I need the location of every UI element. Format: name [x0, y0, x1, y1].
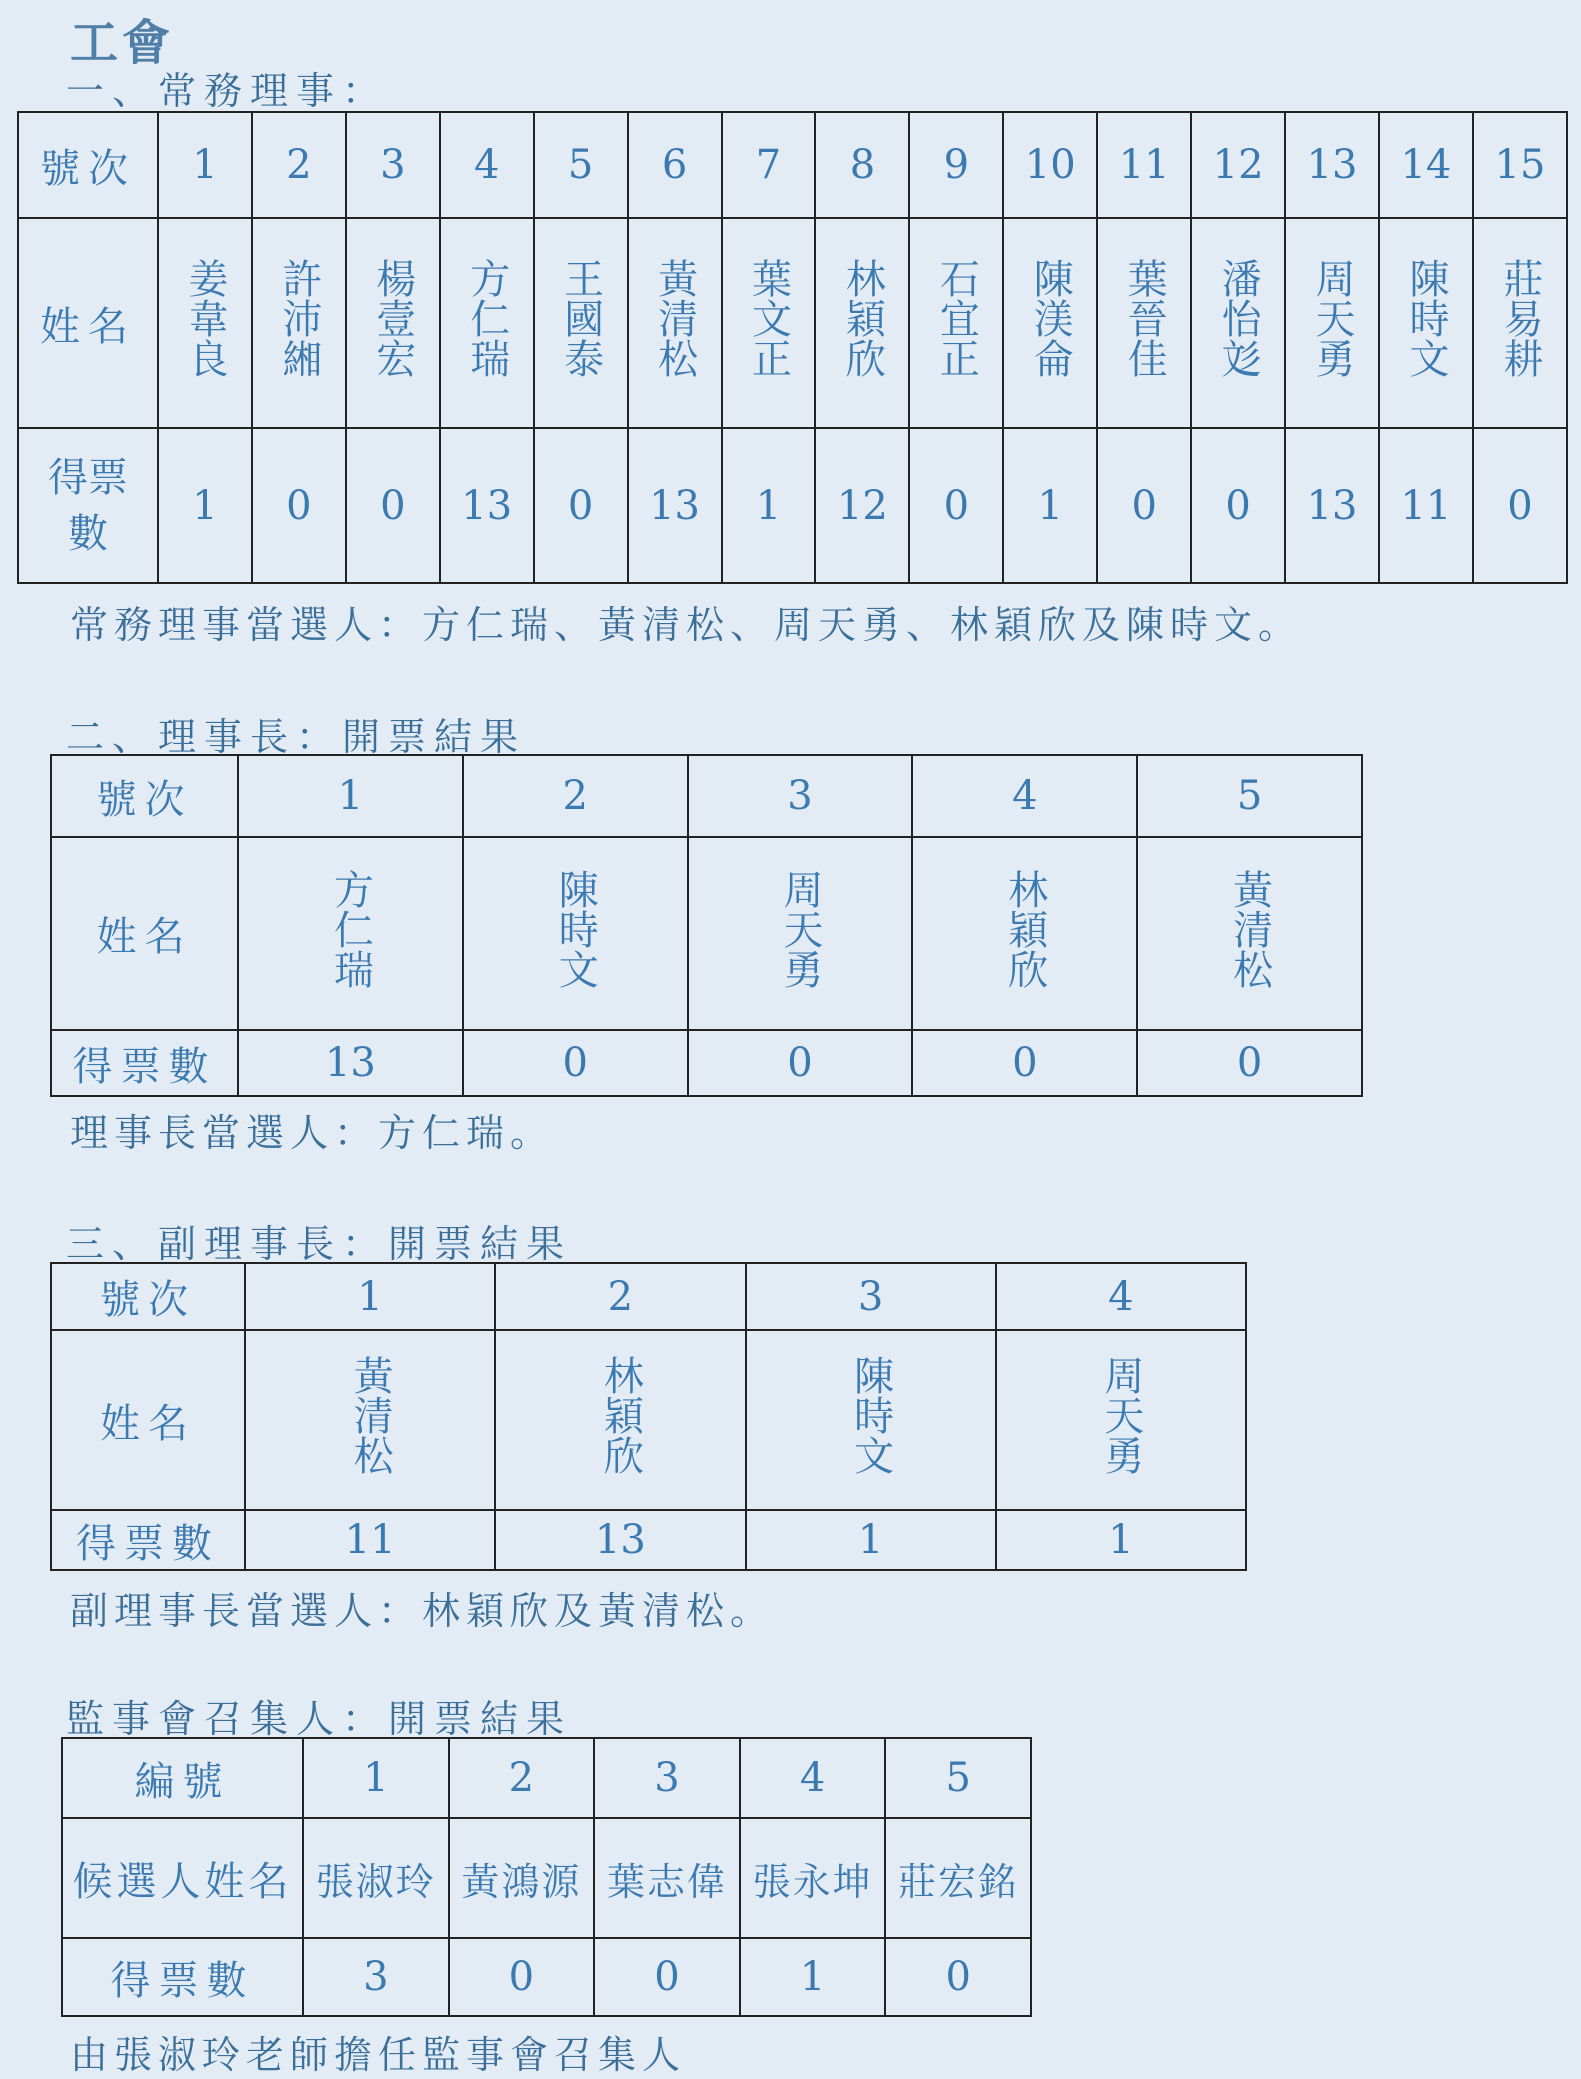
candidate-name-cell: [628, 218, 722, 428]
supervisor-convener-table: [61, 1737, 1032, 2017]
vote-count: 0: [909, 428, 1003, 583]
candidate-name-cell: [909, 218, 1003, 428]
vote-count: 0: [463, 1030, 688, 1096]
candidate-name-cell: [996, 1330, 1246, 1510]
candidate-name-cell: [1379, 218, 1473, 428]
name-header: 姓名: [51, 837, 238, 1030]
number-header: 號次: [51, 755, 238, 837]
chairman-result: 理事長當選人：方仁瑞。: [70, 1111, 555, 1155]
vice-chairman-table: [50, 1262, 1247, 1571]
vote-count: 0: [1137, 1030, 1362, 1096]
vote-count: 11: [245, 1510, 495, 1570]
supervisor-convener-result: 由張淑玲老師擔任監事會召集人: [70, 2033, 687, 2077]
votes-row: [51, 1030, 1362, 1096]
candidate-name: 方仁瑞: [327, 868, 374, 989]
vote-count: 1: [746, 1510, 996, 1570]
candidate-name-cell: [1097, 218, 1191, 428]
candidate-name-cell: [346, 218, 440, 428]
executive-directors-table: [17, 111, 1568, 584]
candidate-number: 5: [885, 1738, 1031, 1818]
candidate-name: 周天勇: [1309, 258, 1356, 378]
name-row: [51, 1330, 1246, 1510]
candidate-name-cell: [1285, 218, 1379, 428]
candidate-name: 張淑玲: [315, 1859, 436, 1904]
candidate-name-cell: [449, 1818, 595, 1938]
chairman-table: [50, 754, 1363, 1097]
candidate-name-cell: [746, 1330, 996, 1510]
candidate-number: 2: [252, 112, 346, 218]
number-row: [51, 1263, 1246, 1330]
name-row: [18, 218, 1567, 428]
candidate-number: 3: [346, 112, 440, 218]
candidate-number: 10: [1003, 112, 1097, 218]
vote-count: 0: [1097, 428, 1191, 583]
candidate-name: 葉文正: [745, 258, 792, 378]
candidate-name-cell: [463, 837, 688, 1030]
vote-count: 3: [303, 1938, 449, 2016]
candidate-name: 石宜正: [933, 258, 980, 378]
candidate-name: 葉晉佳: [1121, 258, 1168, 378]
vote-count: 0: [346, 428, 440, 583]
candidate-name-cell: [815, 218, 909, 428]
candidate-number: 11: [1097, 112, 1191, 218]
candidate-number: 12: [1191, 112, 1285, 218]
section-heading-vice-chairman: 三、副理事長：開票結果: [66, 1222, 573, 1266]
candidate-name: 黃清松: [347, 1355, 394, 1475]
candidate-name: 楊壹宏: [369, 258, 416, 378]
candidate-name-cell: [238, 837, 463, 1030]
candidate-name: 張永坤: [752, 1859, 873, 1904]
vote-count: 13: [628, 428, 722, 583]
candidate-name: 葉志偉: [606, 1859, 727, 1904]
candidate-name: 潘怡彣: [1215, 258, 1262, 378]
votes-row: [51, 1510, 1246, 1570]
page-title: 工會: [70, 15, 175, 71]
candidate-name: 莊易耕: [1496, 258, 1543, 378]
vote-count: 1: [1003, 428, 1097, 583]
candidate-name: 許沛緗: [275, 258, 322, 378]
candidate-number: 3: [688, 755, 913, 837]
votes-row: [18, 428, 1567, 583]
candidate-name-cell: [722, 218, 816, 428]
candidate-name: 陳時文: [552, 868, 599, 989]
candidate-name-cell: [1137, 837, 1362, 1030]
candidate-number: 4: [440, 112, 534, 218]
vice-chairman-result: 副理事長當選人：林穎欣及黃清松。: [70, 1589, 775, 1633]
name-row: [62, 1818, 1031, 1938]
candidate-name: 王國泰: [557, 258, 604, 378]
executive-directors-result: 常務理事當選人：方仁瑞、黃清松、周天勇、林穎欣及陳時文。: [70, 603, 1303, 647]
candidate-name: 林穎欣: [597, 1355, 644, 1475]
candidate-name-cell: [1191, 218, 1285, 428]
section-heading-supervisor-convener: 監事會召集人：開票結果: [66, 1697, 573, 1741]
candidate-number: 1: [158, 112, 252, 218]
vote-count: 13: [238, 1030, 463, 1096]
vote-count: 0: [688, 1030, 913, 1096]
candidate-number: 15: [1473, 112, 1567, 218]
candidate-number: 4: [996, 1263, 1246, 1330]
vote-count: 11: [1379, 428, 1473, 583]
vote-count: 0: [1473, 428, 1567, 583]
vote-count: 1: [722, 428, 816, 583]
vote-count: 13: [440, 428, 534, 583]
vote-count: 0: [252, 428, 346, 583]
candidate-name: 林穎欣: [1001, 868, 1048, 989]
candidate-number: 1: [303, 1738, 449, 1818]
candidate-number: 6: [628, 112, 722, 218]
candidate-name-cell: [158, 218, 252, 428]
vote-count: 1: [996, 1510, 1246, 1570]
candidate-name-cell: [1003, 218, 1097, 428]
number-header: 號次: [51, 1263, 245, 1330]
candidate-name-cell: [440, 218, 534, 428]
candidate-name-cell: [245, 1330, 495, 1510]
candidate-number: 2: [463, 755, 688, 837]
vote-count: 0: [449, 1938, 595, 2016]
vote-count: 0: [912, 1030, 1137, 1096]
candidate-name-cell: [303, 1818, 449, 1938]
number-header: 號次: [18, 112, 158, 218]
candidate-name-cell: [1473, 218, 1567, 428]
candidate-name-cell: [534, 218, 628, 428]
votes-row: [62, 1938, 1031, 2016]
candidate-number: 7: [722, 112, 816, 218]
candidate-name-cell: [885, 1818, 1031, 1938]
vote-count: 12: [815, 428, 909, 583]
number-row: [51, 755, 1362, 837]
candidate-name: 陳時文: [1402, 258, 1449, 378]
candidate-name: 周天勇: [1097, 1355, 1144, 1475]
vote-count: 13: [1285, 428, 1379, 583]
votes-header: 得票數: [51, 1030, 238, 1096]
candidate-number: 13: [1285, 112, 1379, 218]
vote-count: 1: [740, 1938, 886, 2016]
votes-header: [18, 428, 158, 583]
vote-count: 0: [1191, 428, 1285, 583]
candidate-name: 莊宏銘: [898, 1859, 1019, 1904]
candidate-name: 姜韋良: [181, 258, 228, 378]
candidate-name-cell: [740, 1818, 886, 1938]
candidate-number: 8: [815, 112, 909, 218]
section-heading-executive-directors: 一、常務理事：: [66, 69, 389, 113]
votes-header: 得票數: [51, 1510, 245, 1570]
candidate-number: 3: [594, 1738, 740, 1818]
candidate-number: 9: [909, 112, 1003, 218]
candidate-number: 5: [1137, 755, 1362, 837]
candidate-name: 陳渼侖: [1027, 258, 1074, 378]
vote-count: 1: [158, 428, 252, 583]
name-row: [51, 837, 1362, 1030]
candidate-number: 2: [449, 1738, 595, 1818]
name-header: 姓名: [51, 1330, 245, 1510]
candidate-name: 方仁瑞: [463, 258, 510, 378]
candidate-name: 林穎欣: [839, 258, 886, 378]
candidate-number: 1: [245, 1263, 495, 1330]
candidate-name-cell: [594, 1818, 740, 1938]
vote-count: 0: [885, 1938, 1031, 2016]
candidate-number: 4: [740, 1738, 886, 1818]
candidate-name-cell: [688, 837, 913, 1030]
candidate-number: 3: [746, 1263, 996, 1330]
candidate-name-cell: [912, 837, 1137, 1030]
section-heading-chairman: 二、理事長：開票結果: [66, 715, 527, 759]
candidate-name-cell: [252, 218, 346, 428]
candidate-name-cell: [495, 1330, 745, 1510]
number-row: [62, 1738, 1031, 1818]
candidate-number: 5: [534, 112, 628, 218]
vote-count: 13: [495, 1510, 745, 1570]
number-row: [18, 112, 1567, 218]
votes-header: 得票數: [62, 1938, 303, 2016]
vote-count: 0: [534, 428, 628, 583]
name-header: 姓名: [18, 218, 158, 428]
candidate-name: 黃清松: [1226, 868, 1273, 989]
candidate-number: 4: [912, 755, 1137, 837]
number-header: 編號: [62, 1738, 303, 1818]
name-header: 候選人姓名: [62, 1818, 303, 1938]
votes-header-label: 得票數: [48, 454, 128, 557]
candidate-name: 陳時文: [847, 1355, 894, 1475]
candidate-number: 2: [495, 1263, 745, 1330]
candidate-number: 1: [238, 755, 463, 837]
vote-count: 0: [594, 1938, 740, 2016]
candidate-name: 周天勇: [776, 868, 823, 989]
candidate-number: 14: [1379, 112, 1473, 218]
candidate-name: 黃清松: [651, 258, 698, 378]
candidate-name: 黃鴻源: [461, 1859, 582, 1904]
